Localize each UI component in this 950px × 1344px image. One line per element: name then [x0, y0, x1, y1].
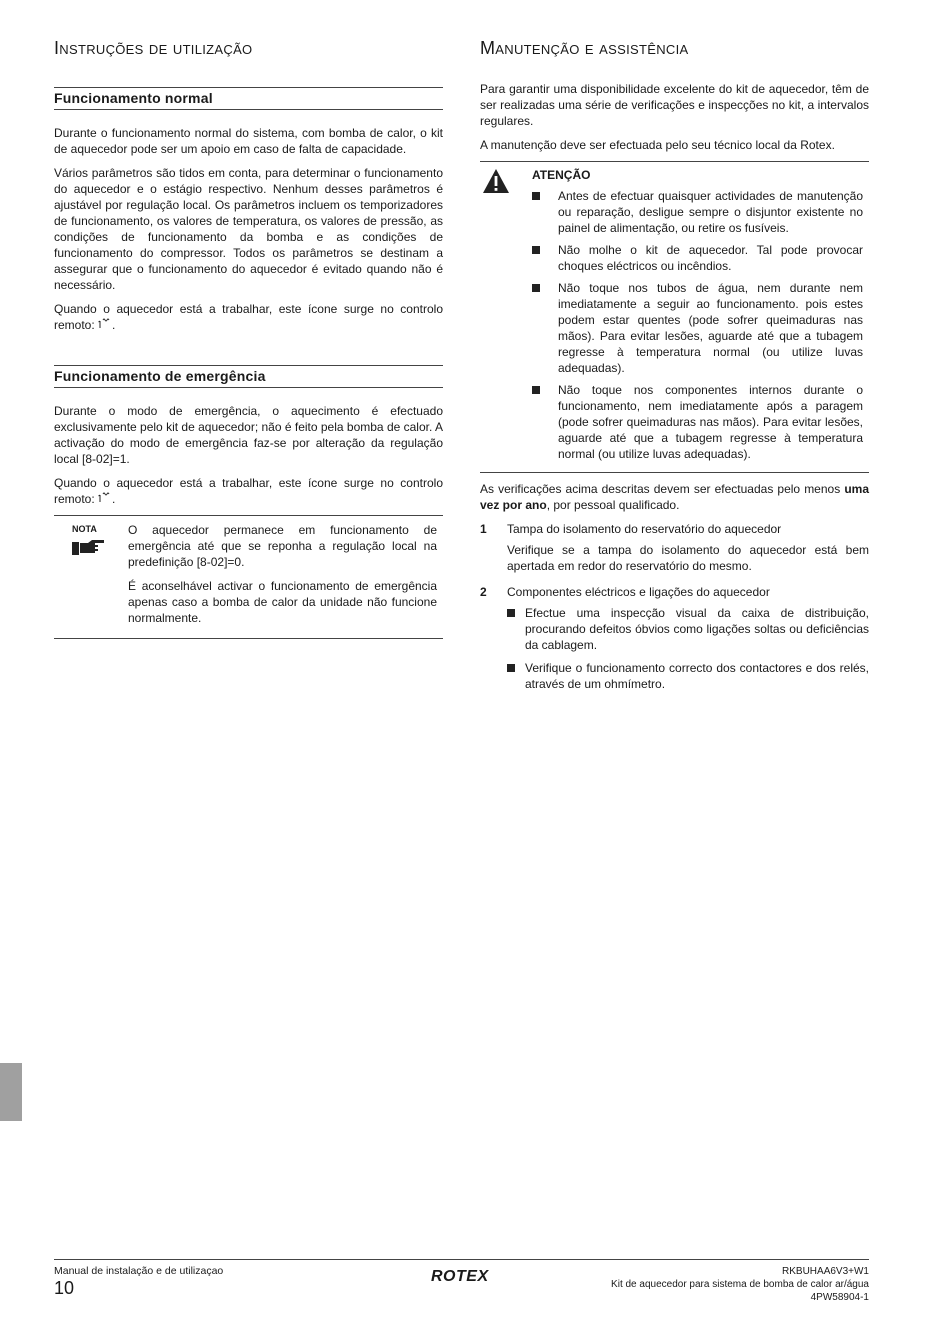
footer-product: Kit de aquecedor para sistema de bomba de calor ar/água — [611, 1279, 869, 1290]
warning-item — [532, 242, 863, 274]
paragraph: Durante o funcionamento normal do sistema, com bomba de calor, o kit de aquecedor pode ser um apoio em caso de falta de capacidade. — [54, 126, 443, 156]
note-box — [54, 515, 443, 639]
item-number: 2 — [480, 585, 487, 599]
right-column — [480, 38, 869, 699]
warning-item-text: Não molhe o kit de aquecedor. Tal pode provocar choques eléctricos ou incêndios. — [558, 243, 863, 273]
warning-item — [532, 188, 863, 236]
warning-box — [480, 161, 869, 473]
section-title-instructions: Instruções de utilização — [54, 38, 253, 58]
paragraph-icon-note: Quando o aquecedor está a trabalhar, este ícone surge no controlo remoto: . — [54, 302, 443, 332]
checks-paragraph — [480, 481, 869, 513]
list-item-text: Efectue uma inspecção visual da caixa de distribuição, procurando defeitos óbvios como ligações soltas ou deficiências da cablagem. — [525, 606, 869, 652]
warning-item-text: Não toque nos componentes internos durante o funcionamento, nem imediatamente após a paragem (pode sofrer queimaduras nas mãos). Para evitar lesões, aguarde até que a tubagem regresse à temperatura normal (ou utilize luvas adequadas). — [558, 383, 863, 461]
checks-text: , por pessoal qualificado. — [546, 498, 680, 512]
numbered-item-1 — [480, 521, 869, 537]
warning-item-text: Antes de efectuar quaisquer actividades de manutenção ou reparação, desligue sempre o disjuntor existente no painel de alimentação, ou retire os fusíveis. — [558, 189, 863, 235]
checks-bold: uma vez por ano — [480, 482, 869, 512]
footer-model: RKBUHAA6V3+W1 — [782, 1266, 869, 1277]
checks-text: As verificações acima descritas devem ser efectuadas pelo menos — [480, 482, 841, 496]
note-text: É aconselhável activar o funcionamento de emergência apenas caso a bomba de calor da unidade não funcione normalmente. — [128, 579, 437, 625]
numbered-item-2 — [480, 584, 869, 600]
list-item-text: Verifique o funcionamento correcto dos contactores e dos relés, através de um ohmímetro. — [525, 661, 869, 691]
warning-item-text: Não toque nos tubos de água, nem durante nem imediatamente a seguir ao funcionamento. pois estes podem estar quentes (pode sofrer queimaduras nas mãos). Para evitar lesões, aguarde até que a tubagem regresse à temperatura normal (ou utilize luvas adequadas). — [558, 281, 863, 375]
bullet-square-icon — [532, 192, 540, 200]
warning-title: ATENÇÃO — [532, 168, 591, 182]
bullet-square-icon — [532, 386, 540, 394]
paragraph-icon-note: Quando o aquecedor está a trabalhar, este ícone surge no controlo remoto: . — [54, 476, 443, 506]
paragraph: Para garantir uma disponibilidade excelente do kit de aquecedor, têm de ser realizadas uma série de verificações e inspecções no kit, a intervalos regulares. — [480, 82, 869, 128]
warning-item — [532, 280, 863, 376]
section-title-maintenance: Manutenção e assistência — [480, 38, 689, 58]
bullet-square-icon — [532, 246, 540, 254]
page-number: 10 — [54, 1278, 75, 1298]
item-number: 1 — [480, 522, 487, 536]
bullet-square-icon — [507, 609, 515, 617]
footer-code: 4PW58904-1 — [810, 1292, 869, 1303]
side-tab-marker — [0, 1063, 22, 1121]
note-text: O aquecedor permanece em funcionamento de emergência até que se reponha a regulação local na predefinição [8-02]=0. — [128, 523, 437, 569]
paragraph: Vários parâmetros são tidos em conta, para determinar o funcionamento do aquecedor e o estágio respectivo. Nenhum desses parâmetros é ajustável por regulação local. Os parâmetros incluem os temporizadores de funcionamento, os valores de temperatura, os valores de pressão, as condições de funcionamento da bomba e as condições de funcionamento do compressor. Todos os parâmetros se destinam a assegurar que o funcionamento do aquecedor é evitado quando não é necessário. — [54, 166, 443, 292]
heater-icon — [98, 491, 112, 507]
footer-manual-title: Manual de instalação e de utilizaçao — [54, 1265, 224, 1277]
rotex-logo: ROTEX — [431, 1268, 489, 1285]
item-title: Tampa do isolamento do reservatório do aquecedor — [507, 522, 782, 536]
note-label: NOTA — [72, 524, 97, 534]
bullet-square-icon — [532, 284, 540, 292]
bullet-square-icon — [507, 664, 515, 672]
heading-emergency-operation: Funcionamento de emergência — [54, 365, 443, 388]
heading-normal-operation: Funcionamento normal — [54, 87, 443, 110]
left-column — [54, 38, 443, 639]
paragraph-text: Quando o aquecedor está a trabalhar, este ícone surge no controlo remoto: — [54, 302, 443, 332]
warning-triangle-icon — [482, 168, 532, 199]
paragraph-text: Quando o aquecedor está a trabalhar, este ícone surge no controlo remoto: — [54, 476, 443, 506]
pointing-hand-icon — [72, 537, 128, 562]
warning-item — [532, 382, 863, 462]
footer-product-info — [611, 1265, 869, 1304]
item-title: Componentes eléctricos e ligações do aquecedor — [507, 585, 770, 599]
item-text: Verifique se a tampa do isolamento do aquecedor está bem apertada em redor do reservatório do mesmo. — [507, 543, 869, 573]
paragraph: A manutenção deve ser efectuada pelo seu técnico local da Rotex. — [480, 138, 835, 152]
page-footer — [54, 1259, 869, 1310]
heater-icon — [98, 317, 112, 333]
list-item — [507, 660, 869, 692]
paragraph: Durante o modo de emergência, o aquecimento é efectuado exclusivamente pelo kit de aquecedor; não é feito pela bomba de calor. A activação do modo de emergência faz-se por alteração da regulação local [8-02]=1. — [54, 404, 443, 466]
list-item — [507, 605, 869, 653]
